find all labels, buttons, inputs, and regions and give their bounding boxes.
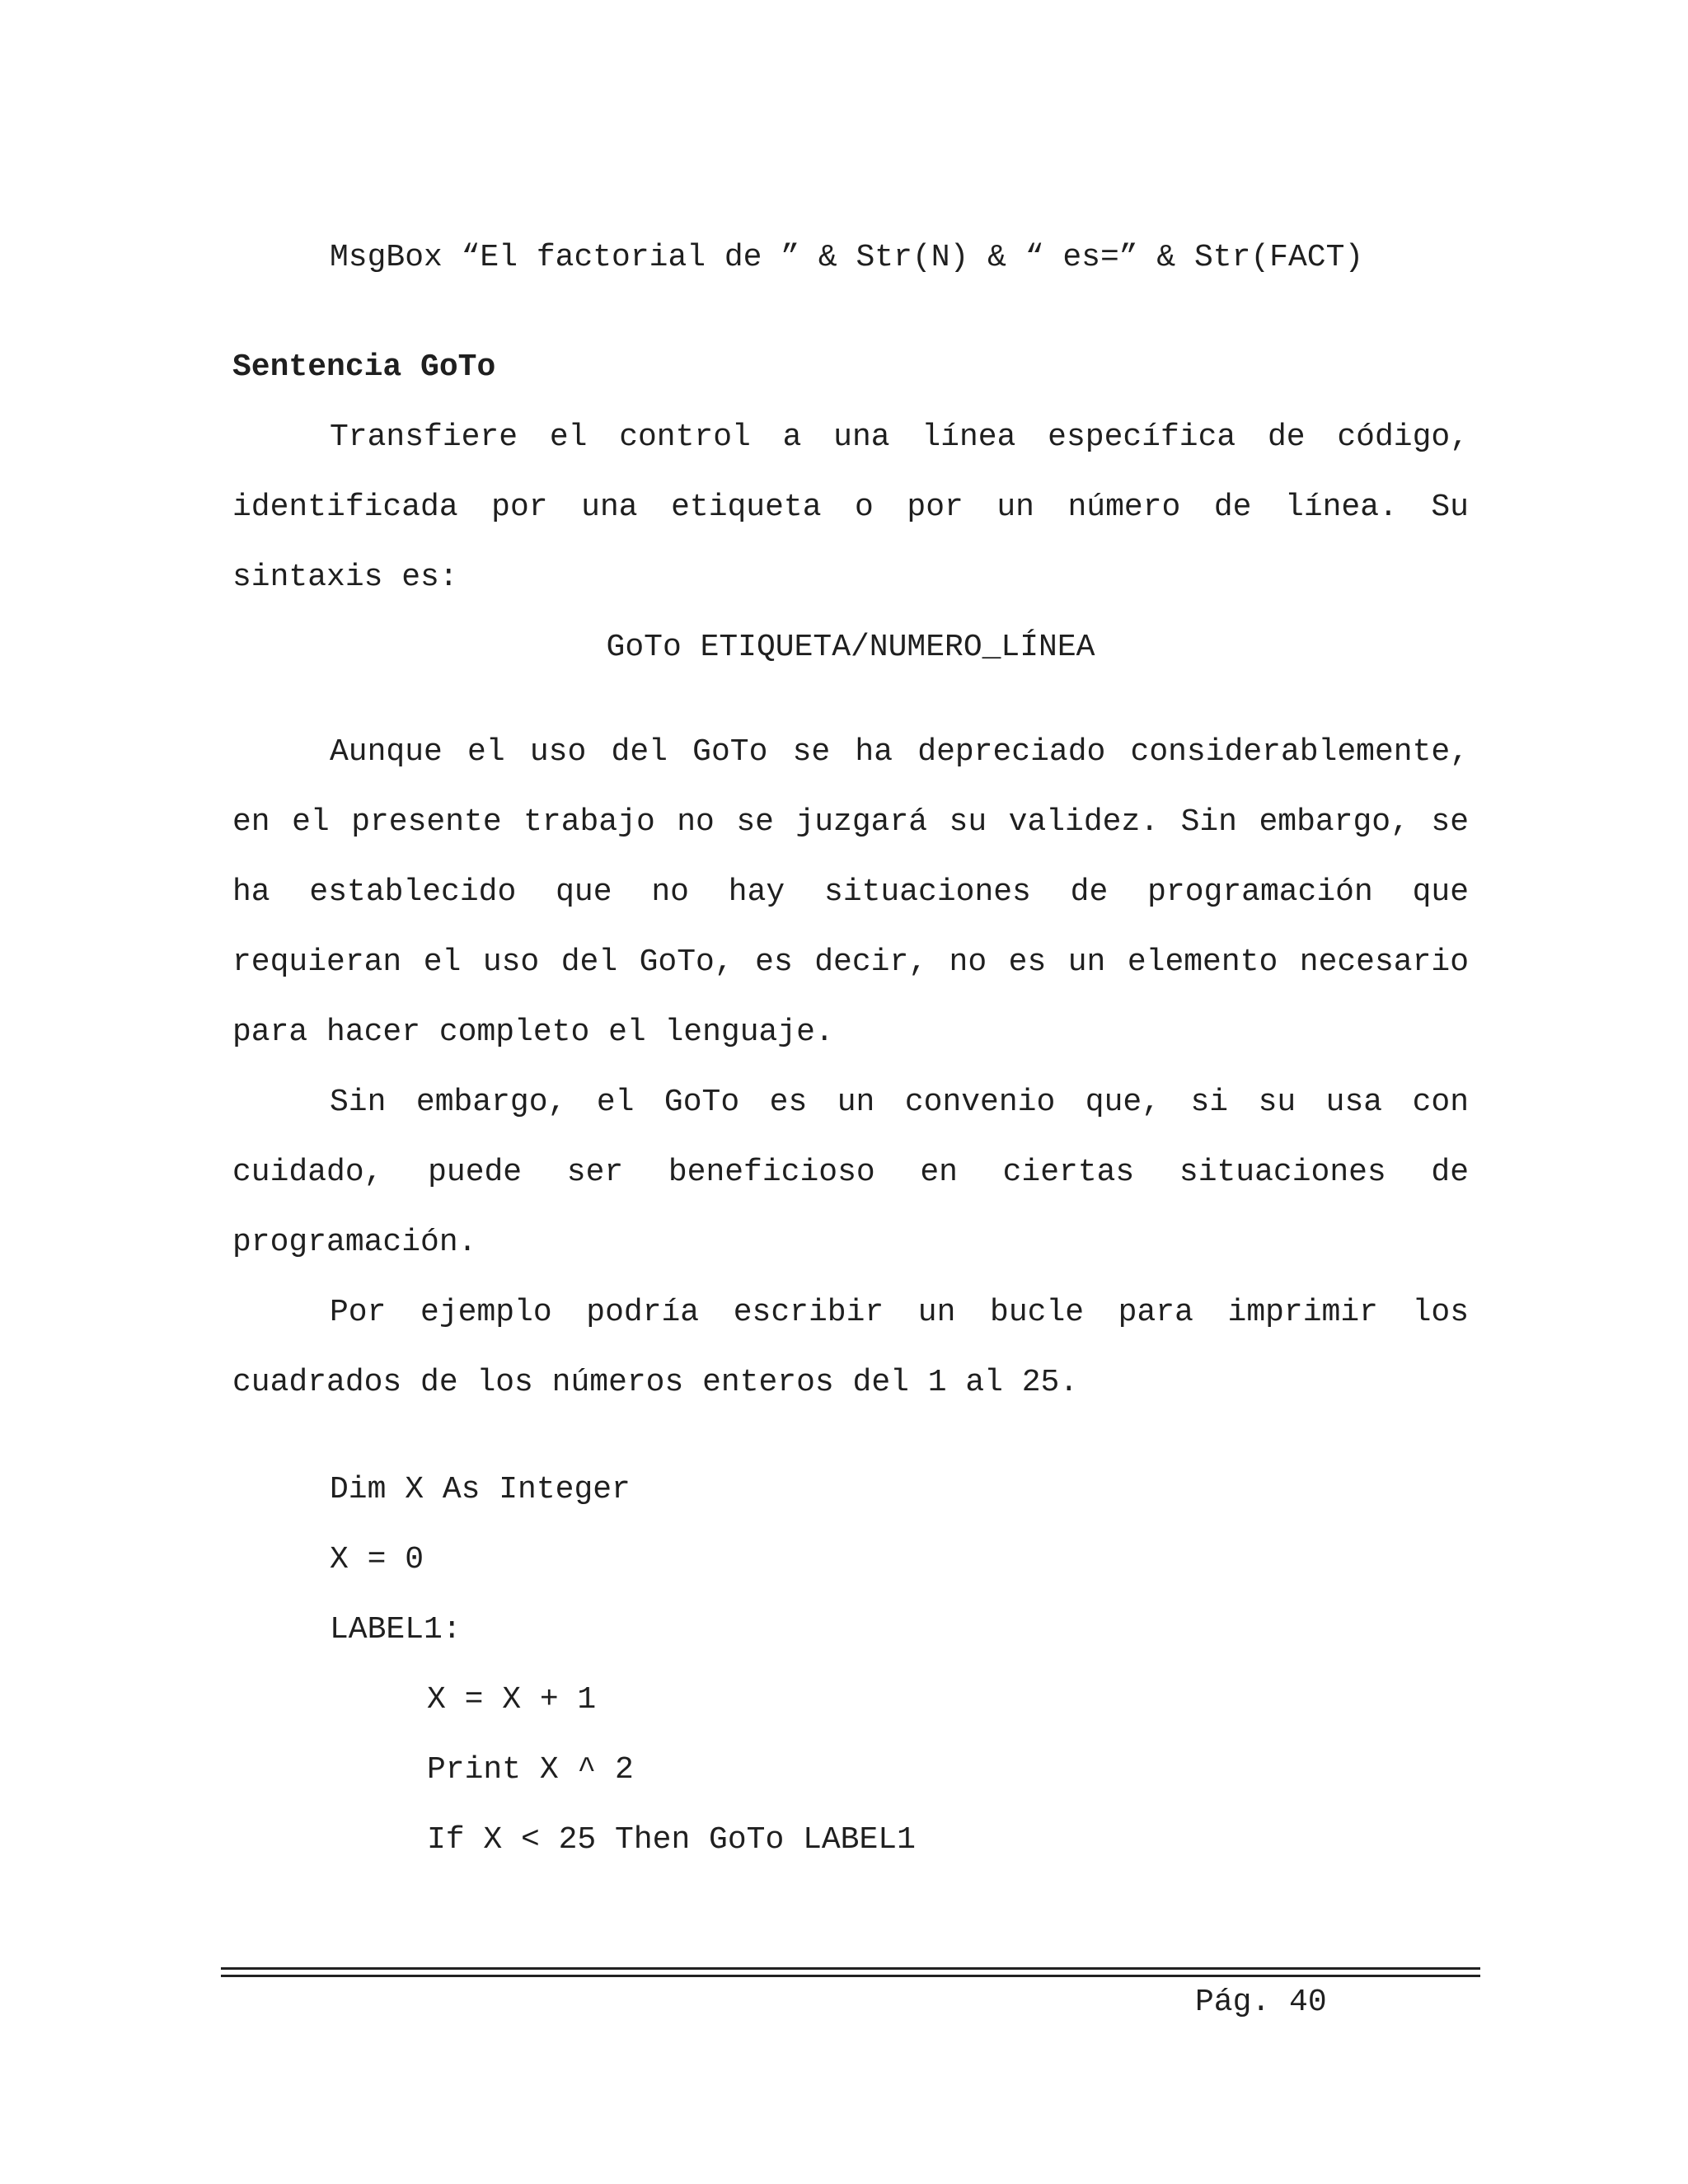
paragraph-goto-deprecated: Aunque el uso del GoTo se ha depreciado considerablemente, en el presente trabajo no se juzgará su validez. Sin embargo, se ha establecido que no hay situaciones de programación que requieran el uso del GoTo, es decir, no es un elemento necesario para hacer completo el lenguaje. bbox=[232, 734, 1469, 1050]
code-line-msgbox: MsgBox “El factorial de ” & Str(N) & “ es=” & Str(FACT) bbox=[330, 240, 1364, 275]
paragraph-example-intro: Por ejemplo podría escribir un bucle para imprimir los cuadrados de los números enteros del 1 al 25. bbox=[232, 1295, 1469, 1400]
code-line: X = X + 1 bbox=[427, 1682, 597, 1718]
page-content bbox=[232, 223, 1469, 1875]
spacer bbox=[232, 1418, 1469, 1455]
syntax-line: GoTo ETIQUETA/NUMERO_LÍNEA bbox=[606, 630, 1095, 665]
section-heading: Sentencia GoTo bbox=[232, 349, 496, 385]
page-number: Pág. 40 bbox=[1195, 1985, 1327, 2020]
code-line: LABEL1: bbox=[330, 1612, 462, 1647]
paragraph-goto-description: Transfiere el control a una línea específica de código, identificada por una etiqueta o por un número de línea. Su sintaxis es: bbox=[232, 419, 1469, 595]
code-line: Print X ^ 2 bbox=[427, 1752, 634, 1788]
paragraph-goto-convenience: Sin embargo, el GoTo es un convenio que, si su usa con cuidado, puede ser beneficioso en ciertas situaciones de programación. bbox=[232, 1085, 1469, 1260]
code-line: Dim X As Integer bbox=[330, 1472, 631, 1507]
spacer bbox=[232, 682, 1469, 717]
footer-divider-top bbox=[221, 1967, 1480, 1970]
footer-divider-bottom bbox=[221, 1975, 1480, 1977]
code-line: X = 0 bbox=[330, 1542, 424, 1577]
code-line: If X < 25 Then GoTo LABEL1 bbox=[427, 1822, 916, 1858]
